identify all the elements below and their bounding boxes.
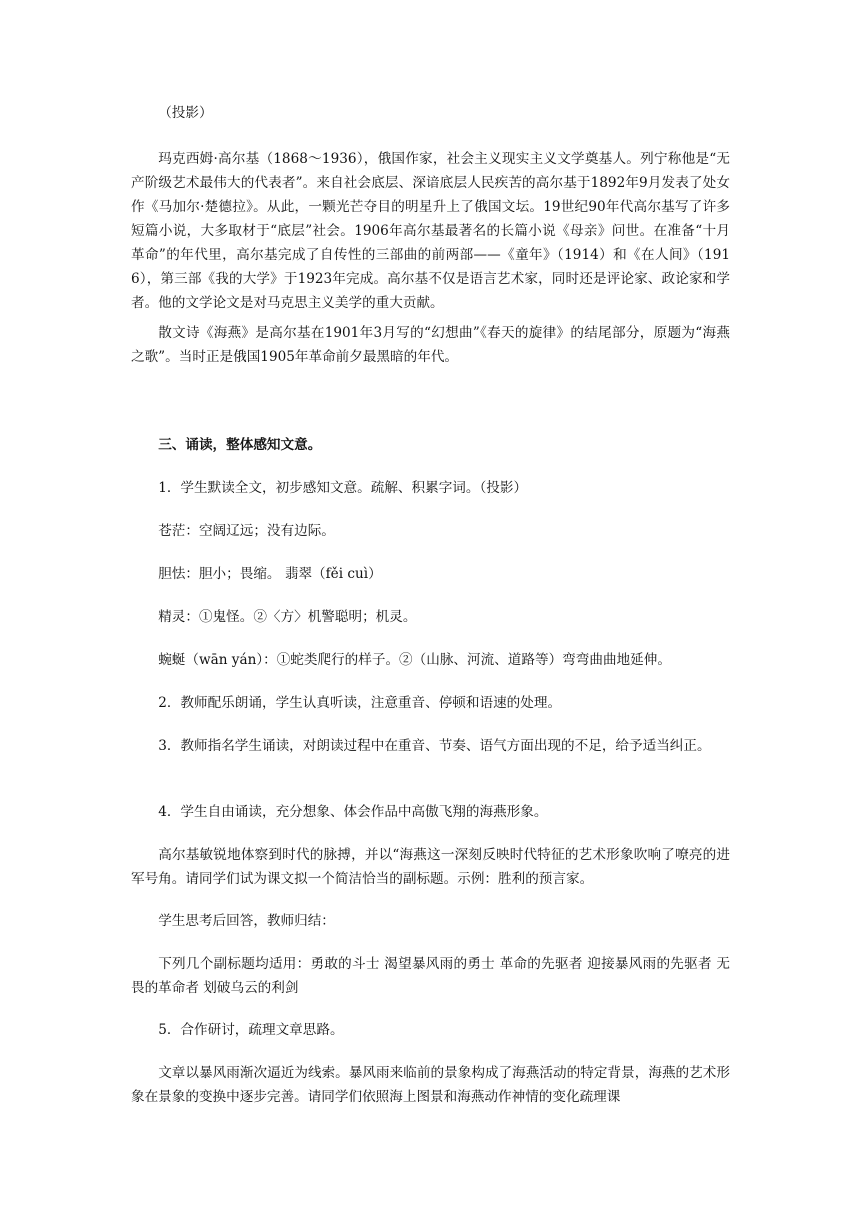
- gorky-biography-paragraph: 玛克西姆·高尔基（1868～1936），俄国作家，社会主义现实主义文学奠基人。列宁称他是“无产阶级艺术最伟大的代表者”。来自社会底层、深谙底层人民疾苦的高尔基于1892年9月发表了处女作《马加尔·楚德拉》。从此，一颗光芒夺目的明星升上了俄国文坛。19世纪90年代高尔基写了许多短篇小说，大多取材于“底层”社会。1906年高尔基最著名的长篇小说《母亲》问世。在准备“十月革命”的年代里，高尔基完成了自传性的三部曲的前两部——《童年》（1914）和《在人间》（1916），第三部《我的大学》于1923年完成。高尔基不仅是语言艺术家，同时还是评论家、政论家和学者。他的文学论文是对马克思主义美学的重大贡献。: [131, 151, 730, 311]
- subtitle-options-paragraph: 下列几个副标题均适用：勇敢的斗士 渴望暴风雨的勇士 革命的先驱者 迎接暴风雨的先驱者 无畏的革命者 划破乌云的利剑: [131, 956, 730, 996]
- vocab-danqie: 胆怯：胆小；畏缩。 翡翠（fěi cuì）: [158, 566, 382, 582]
- step-5-cooperative-study: 5．合作研讨，疏理文章思路。: [158, 1022, 344, 1038]
- vocab-jingling: 精灵：①鬼怪。②〈方〉机警聪明；机灵。: [158, 609, 417, 625]
- projection-note: （投影）: [158, 105, 213, 121]
- section-heading-reading: 三、诵读，整体感知文意。: [158, 437, 322, 453]
- step-4-free-reading: 4．学生自由诵读，充分想象、体会作品中高傲飞翔的海燕形象。: [158, 804, 548, 820]
- step-3-student-reading: 3．教师指名学生诵读，对朗读过程中在重音、节奏、语气方面出现的不足，给予适当纠正。: [158, 738, 711, 754]
- teacher-summary-intro: 学生思考后回答，教师归结：: [158, 913, 335, 929]
- article-structure-paragraph: 文章以暴风雨渐次逼近为线索。暴风雨来临前的景象构成了海燕活动的特定背景，海燕的艺术形象在景象的变换中逐步完善。请同学们依照海上图景和海燕动作神情的变化疏理课: [131, 1065, 730, 1105]
- subtitle-prompt-paragraph: 高尔基敏锐地体察到时代的脉搏，并以“海燕这一深刻反映时代特征的艺术形象吹响了嘹亮的进军号角。请同学们试为课文拟一个简洁恰当的副标题。示例：胜利的预言家。: [131, 847, 730, 887]
- vocab-cangmang: 苍茫：空阔辽远；没有边际。: [158, 523, 335, 539]
- step-1-silent-reading: 1．学生默读全文，初步感知文意。疏解、积累字词。（投影）: [158, 480, 528, 496]
- step-2-teacher-recital: 2．教师配乐朗诵，学生认真听读，注意重音、停顿和语速的处理。: [158, 695, 562, 711]
- vocab-wanyan: 蜿蜒（wān yán）：①蛇类爬行的样子。②（山脉、河流、道路等）弯弯曲曲地延伸。: [158, 652, 671, 668]
- haiyan-background-paragraph: 散文诗《海燕》是高尔基在1901年3月写的“幻想曲”《春天的旋律》的结尾部分，原题为“海燕之歌”。当时正是俄国1905年革命前夕最黑暗的年代。: [131, 325, 730, 365]
